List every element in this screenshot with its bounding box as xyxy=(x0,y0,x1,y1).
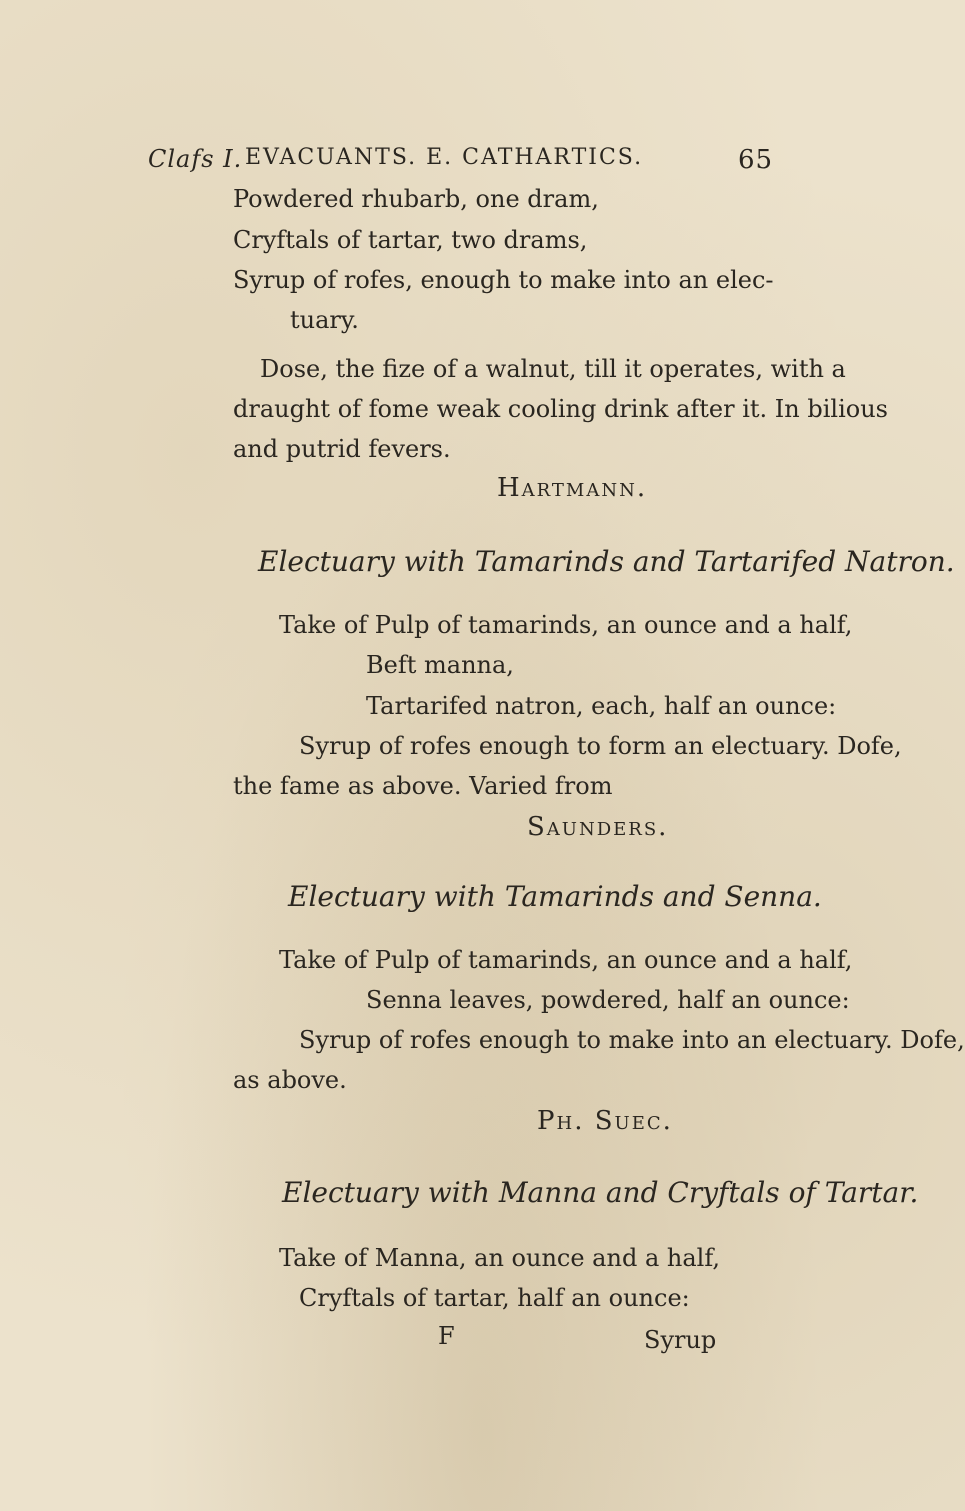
dose-line: Dose, the fize of a walnut, till it operates, with a xyxy=(260,355,846,383)
recipe-line: Take of Pulp of tamarinds, an ounce and a half, xyxy=(279,611,853,639)
page-number: 65 xyxy=(738,145,774,175)
author-signature: Hartmann. xyxy=(497,473,648,503)
dose-line: and putrid fevers. xyxy=(233,435,451,463)
recipe-line: Cryftals of tartar, two drams, xyxy=(233,226,588,254)
recipe-line: as above. xyxy=(233,1066,347,1094)
recipe-line: Syrup of rofes, enough to make into an elec- xyxy=(233,266,774,294)
catchword: Syrup xyxy=(644,1326,717,1354)
recipe-line: tuary. xyxy=(290,306,359,334)
recipe-line: Syrup of rofes enough to make into an electuary. Dofe, xyxy=(299,1026,965,1054)
recipe-title: Electuary with Tamarinds and Tartarifed Natron. xyxy=(258,545,955,578)
recipe-line: Tartarifed natron, each, half an ounce: xyxy=(366,692,837,720)
header-class-label: Clafs I. xyxy=(148,145,243,173)
recipe-line: Senna leaves, powdered, half an ounce: xyxy=(366,986,850,1014)
recipe-line: the fame as above. Varied from xyxy=(233,772,613,800)
author-signature: Saunders. xyxy=(527,812,669,842)
recipe-line: Take of Manna, an ounce and a half, xyxy=(279,1244,720,1272)
recipe-line: Beft manna, xyxy=(366,651,514,679)
header-running-title: EVACUANTS. E. CATHARTICS. xyxy=(245,145,644,170)
dose-line: draught of fome weak cooling drink after it. In bilious xyxy=(233,395,888,423)
recipe-line: Take of Pulp of tamarinds, an ounce and a half, xyxy=(279,946,853,974)
recipe-title: Electuary with Tamarinds and Senna. xyxy=(288,880,822,913)
recipe-line: Syrup of rofes enough to form an electuary. Dofe, xyxy=(299,732,902,760)
recipe-line: Powdered rhubarb, one dram, xyxy=(233,185,599,213)
author-signature: Ph. Suec. xyxy=(537,1106,673,1136)
recipe-title: Electuary with Manna and Cryftals of Tartar. xyxy=(282,1176,919,1209)
signature-mark: F xyxy=(438,1322,455,1350)
recipe-line: Cryftals of tartar, half an ounce: xyxy=(299,1284,690,1312)
